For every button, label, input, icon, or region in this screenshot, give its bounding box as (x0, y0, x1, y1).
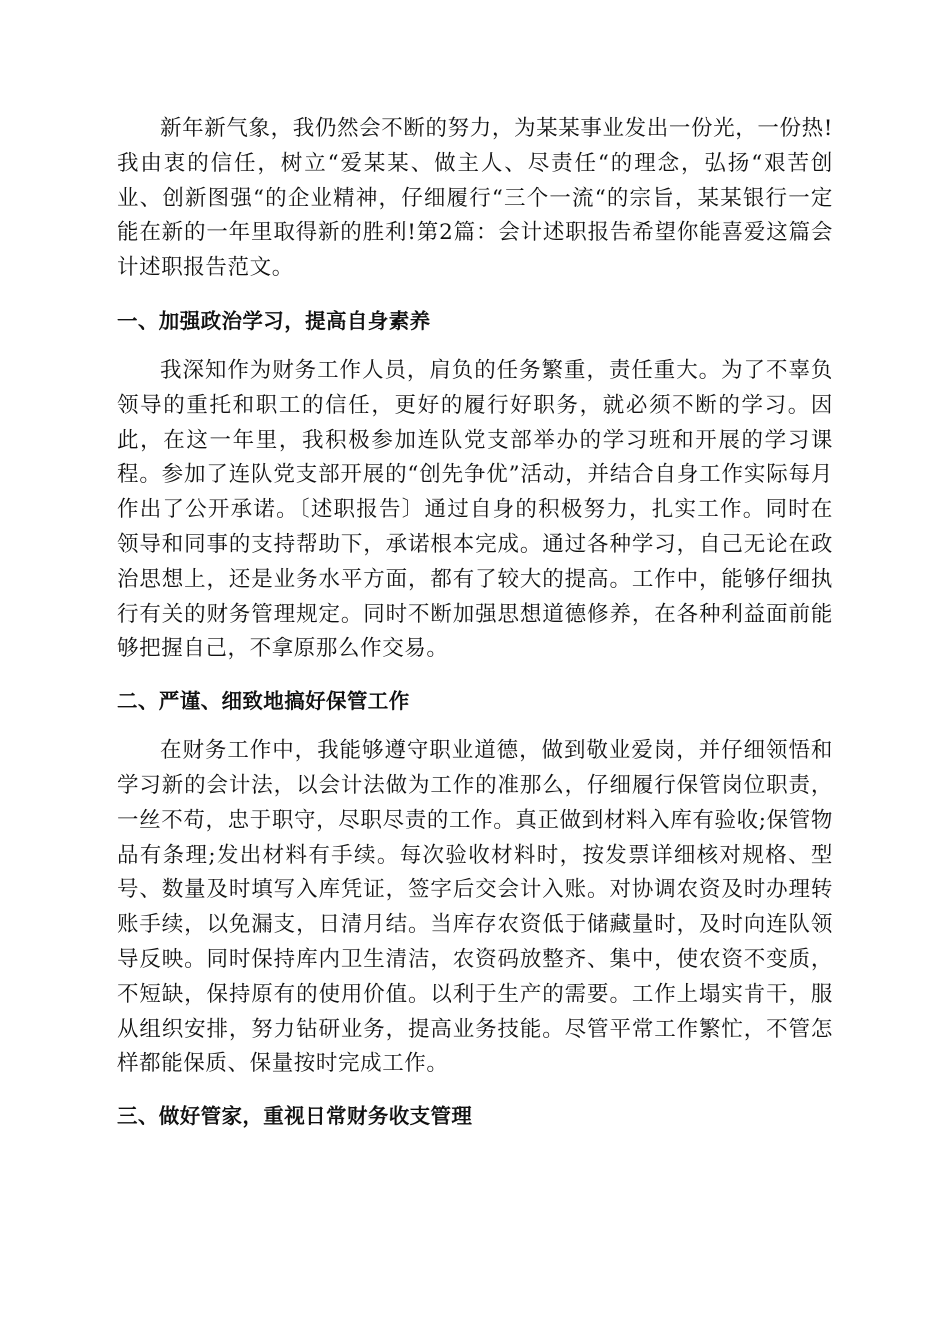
intro-paragraph: 新年新气象，我仍然会不断的努力，为某某事业发出一份光，一份热!我由衷的信任，树立“爱某某、做主人、尽责任“的理念，弘扬“艰苦创业、创新图强“的企业精神，仔细履行“三个一流“的宗旨，某某银行一定能在新的一年里取得新的胜利!第2篇：会计述职报告希望你能喜爱这篇会计述职报告范文。 (117, 116, 833, 281)
section-2-paragraph: 在财务工作中，我能够遵守职业道德，做到敬业爱岗，并仔细领悟和学习新的会计法，以会计法做为工作的准那么，仔细履行保管岗位职责，一丝不苟，忠于职守，尽职尽责的工作。真正做到材料入库有验收;保管物品有条理;发出材料有手续。每次验收材料时，按发票详细核对规格、型号、数量及时填写入库凭证，签字后交会计入账。对协调农资及时办理转账手续，以免漏支，日清月结。当库存农资低于储藏量时，及时向连队领导反映。同时保持库内卫生清洁，农资码放整齐、集中，使农资不变质，不短缺，保持原有的使用价值。以利于生产的需要。工作上塌实肯干，服从组织安排，努力钻研业务，提高业务技能。尽管平常工作繁忙，不管怎样都能保质、保量按时完成工作。 (117, 738, 833, 1077)
section-heading-2: 二、严谨、细致地搞好保管工作 (117, 689, 410, 714)
section-heading-3: 三、做好管家，重视日常财务收支管理 (117, 1104, 473, 1129)
section-heading-1: 一、加强政治学习，提高自身素养 (117, 308, 431, 333)
document-page (117, 112, 833, 1149)
section-1-paragraph: 我深知作为财务工作人员，肩负的任务繁重，责任重大。为了不辜负领导的重托和职工的信任，更好的履行好职务，就必须不断的学习。因此，在这一年里，我积极参加连队党支部举办的学习班和开展的学习课程。参加了连队党支部开展的“创先争优”活动，并结合自身工作实际每月作出了公开承诺。〔述职报告〕通过自身的积极努力，扎实工作。同时在领导和同事的支持帮助下，承诺根本完成。通过各种学习，自己无论在政治思想上，还是业务水平方面，都有了较大的提高。工作中，能够仔细执行有关的财务管理规定。同时不断加强思想道德修养，在各种利益面前能够把握自己，不拿原那么作交易。 (117, 357, 833, 662)
